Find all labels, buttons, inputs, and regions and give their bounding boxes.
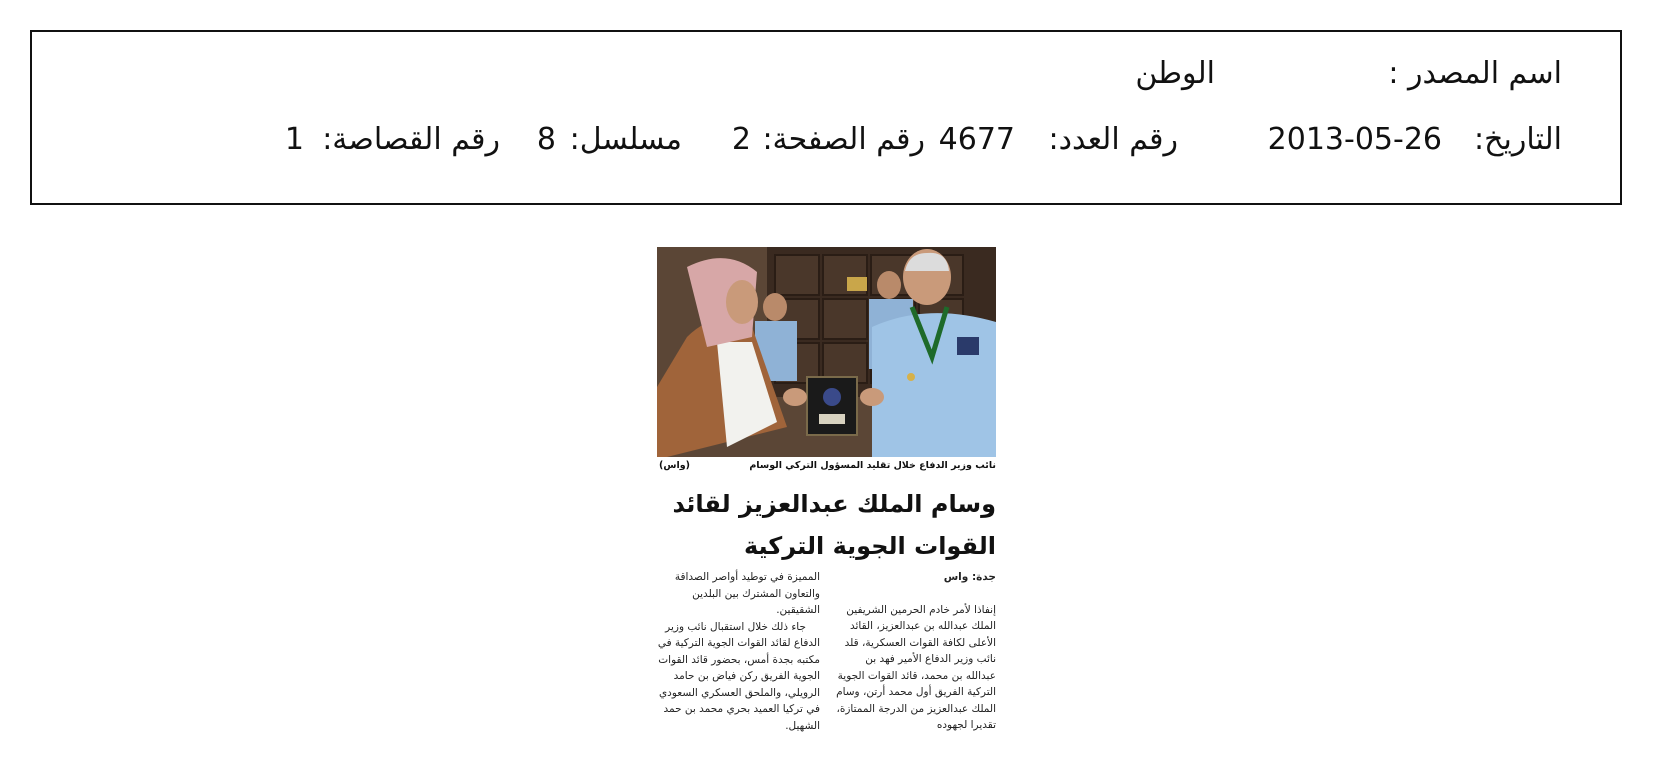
column-right-text: إنفاذا لأمر خادم الحرمين الشريفين الملك عبدالله بن عبدالعزيز، القائد الأعلى لكافة القوات العسكرية، قلد نائب وزير الدفاع الأمير فهد بن عبدالله بن محمد، قائد القوات الجوية التركية الفريق أول محمد أرتن، وسام الملك عبدالعزيز من الدرجة الممتازة، تقديرا لجهوده (836, 603, 996, 731)
page-value: 2 (731, 122, 751, 157)
serial-value: 8 (536, 122, 556, 157)
column-left-paragraph-1: المميزة في توطيد أواصر الصداقة والتعاون المشترك بين البلدين الشقيقين. (674, 571, 820, 616)
photo-caption: نائب وزير الدفاع خلال تقليد المسؤول التركي الوسام (749, 460, 996, 471)
source-value: الوطن (1135, 56, 1215, 91)
article-dateline: جدة: واس (943, 571, 996, 583)
article-photo (657, 247, 996, 457)
page-label: رقم الصفحة: (762, 122, 925, 157)
article-column-right (836, 569, 996, 734)
issue-value: 4677 (938, 122, 1015, 157)
serial-label: مسلسل: (569, 122, 682, 157)
photo-caption-bar (657, 459, 996, 475)
issue-label: رقم العدد: (1048, 122, 1178, 157)
date-value: 2013-05-26 (1267, 122, 1442, 157)
source-label: اسم المصدر : (1388, 56, 1562, 91)
article-headline (657, 483, 996, 567)
clip-value: 1 (284, 122, 304, 157)
column-left-paragraph-2: جاء ذلك خلال استقبال نائب وزير الدفاع لقائد القوات الجوية التركية في مكتبه بجدة أمس، بحضور قائد القوات الجوية الفريق ركن فياض بن حامد الرويلي، والملحق العسكري السعودي في تركيا العميد بحري محمد بن حمد الشهيل. (657, 620, 820, 732)
headline-line-1: وسام الملك عبدالعزيز لقائد (672, 490, 996, 518)
headline-line-2: القوات الجوية التركية (743, 532, 996, 560)
clipping-header (30, 30, 1622, 205)
photo-credit: (واس) (659, 460, 690, 471)
newspaper-clipping (657, 247, 996, 747)
article-column-left (657, 569, 820, 734)
date-label: التاريخ: (1474, 122, 1562, 157)
clip-label: رقم القصاصة: (322, 122, 500, 157)
